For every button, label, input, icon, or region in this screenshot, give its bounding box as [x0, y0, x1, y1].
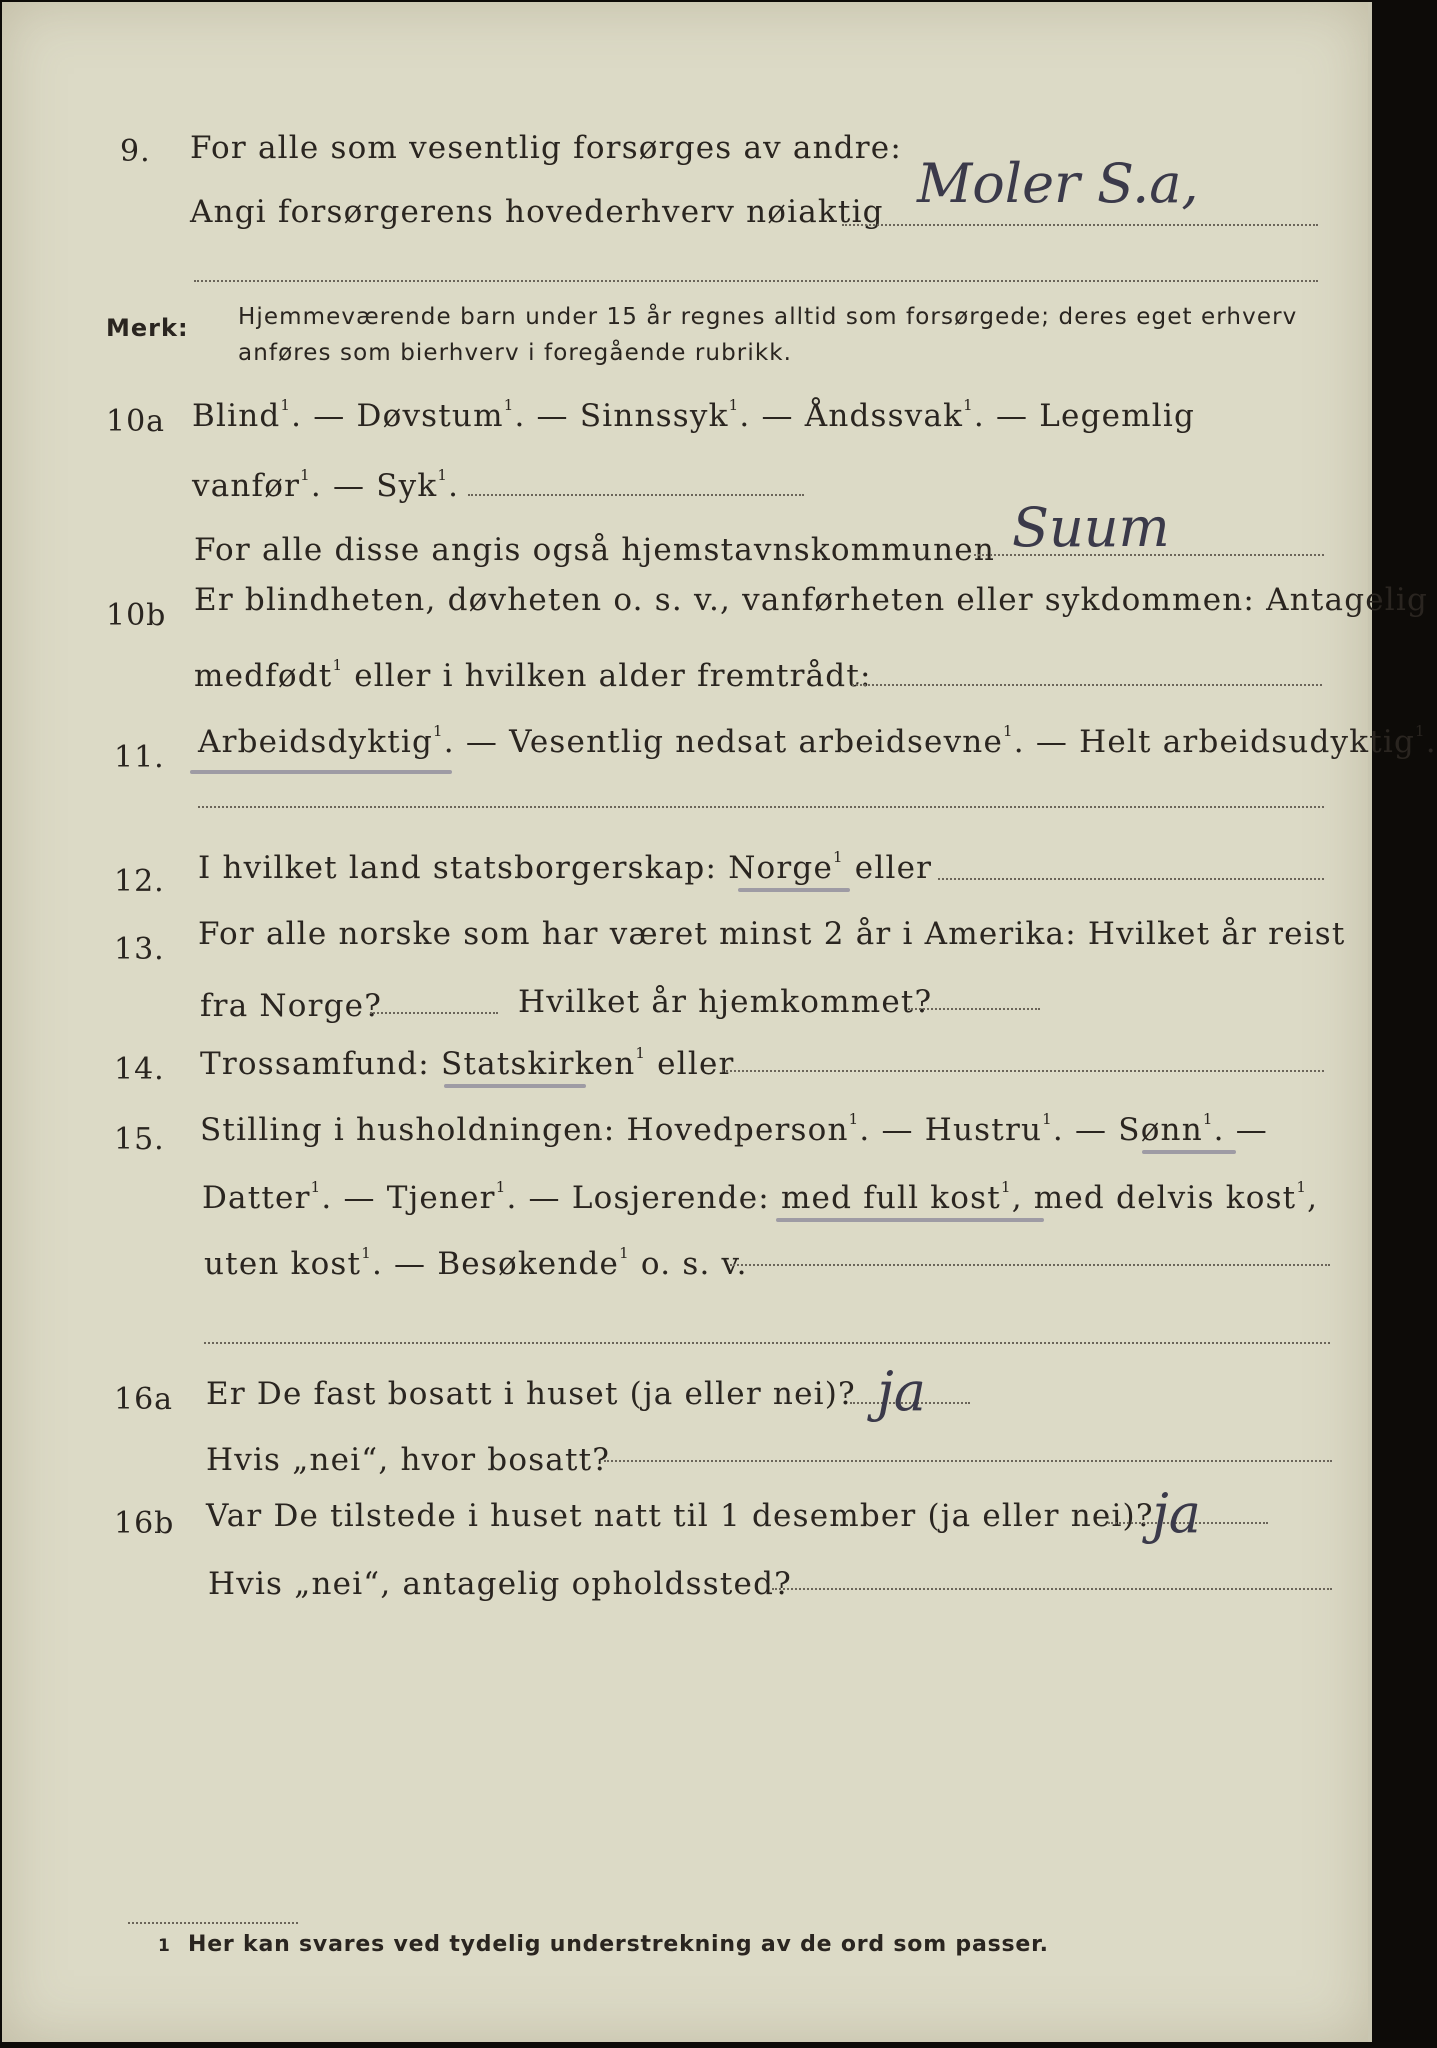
- q10a-line2: vanfør$^1$. — Syk$^1$.: [192, 466, 460, 504]
- q13-number: 13.: [114, 932, 165, 967]
- q10b-line1: Er blindheten, døvheten o. s. v., vanførheten eller sykdommen: Antagelig: [194, 582, 1429, 618]
- q16a-line2: Hvis „nei“, hvor bosatt?: [206, 1442, 611, 1478]
- q12-underline-norge: [738, 888, 850, 892]
- q10b-answer-line[interactable]: [852, 684, 1322, 686]
- q10b-number: 10b: [106, 598, 167, 633]
- q16a-handwritten-answer: ja: [877, 1360, 926, 1423]
- q13-line2b: Hvilket år hjemkommet?: [518, 984, 933, 1020]
- q12-line: I hvilket land statsborgerskap: Norge$^1$ eller: [198, 848, 933, 886]
- merk-line2: anføres som bierhverv i foregående rubrikk.: [238, 340, 793, 366]
- q15-number: 15.: [114, 1122, 165, 1157]
- q10a-line1: Blind$^1$. — Døvstum$^1$. — Sinnssyk$^1$. — Åndssvak$^1$. — Legemlig: [192, 396, 1196, 434]
- q15-extra-line[interactable]: [204, 1342, 1330, 1344]
- footnote-rule: [128, 1922, 298, 1924]
- q15-answer-line[interactable]: [730, 1264, 1330, 1266]
- q12-number: 12.: [114, 864, 165, 899]
- q12-answer-line[interactable]: [938, 878, 1324, 880]
- q14-answer-line[interactable]: [722, 1070, 1324, 1072]
- q9-extra-line[interactable]: [194, 280, 1318, 282]
- footnote-text: Her kan svares ved tydelig understrekning av de ord som passer.: [188, 1932, 1049, 1957]
- q15-line1: Stilling i husholdningen: Hovedperson$^1$. — Hustru$^1$. — Sønn$^1$. —: [200, 1110, 1268, 1148]
- q16a-number: 16a: [114, 1382, 174, 1417]
- q11-extra-line[interactable]: [198, 806, 1324, 808]
- q10a-line3: For alle disse angis også hjemstavnskommunen: [194, 532, 995, 568]
- q13-departure-line[interactable]: [370, 1012, 498, 1014]
- q16b-line2: Hvis „nei“, antagelig opholdssted?: [208, 1566, 792, 1602]
- q13-line2a: fra Norge?: [200, 988, 383, 1024]
- q9-line1: For alle som vesentlig forsørges av andre:: [190, 130, 902, 166]
- q9-line2: Angi forsørgerens hovederhverv nøiaktig: [190, 194, 884, 230]
- q15-underline-full-kost: [776, 1218, 1044, 1222]
- q13-line1: For alle norske som har været minst 2 år i Amerika: Hvilket år reist: [198, 916, 1346, 952]
- q9-number: 9.: [120, 134, 151, 169]
- q15-line3: uten kost$^1$. — Besøkende$^1$ o. s. v.: [204, 1244, 748, 1282]
- q9-answer-line[interactable]: [842, 224, 1318, 226]
- q16a-line1: Er De fast bosatt i huset (ja eller nei)?: [206, 1376, 856, 1412]
- footnote-mark: 1: [158, 1936, 171, 1956]
- q16b-number: 16b: [114, 1506, 175, 1541]
- q16a-residence-line[interactable]: [604, 1460, 1332, 1462]
- q16b-location-line[interactable]: [772, 1588, 1332, 1590]
- q11-number: 11.: [114, 740, 165, 775]
- q14-underline-statskirken: [444, 1084, 586, 1088]
- q15-underline-sonn: [1142, 1150, 1236, 1154]
- q16b-handwritten-answer: ja: [1152, 1482, 1201, 1545]
- q10a-number: 10a: [106, 404, 166, 439]
- q10b-line2: medfødt$^1$ eller i hvilken alder fremtrådt:: [194, 656, 872, 694]
- q11-underline-arbeidsdyktig: [190, 770, 452, 774]
- q10a-line2-blank[interactable]: [468, 494, 804, 496]
- census-form-page: [2, 2, 1437, 2042]
- q9-handwritten-answer: Moler S.a,: [917, 152, 1199, 215]
- q11-line: Arbeidsdyktig$^1$. — Vesentlig nedsat arbeidsevne$^1$. — Helt arbeidsudyktig$^1$.: [198, 722, 1437, 760]
- q15-line2: Datter$^1$. — Tjener$^1$. — Losjerende: med full kost$^1$, med delvis kost$^1$,: [202, 1178, 1319, 1216]
- q14-number: 14.: [114, 1052, 165, 1087]
- q16b-line1: Var De tilstede i huset natt til 1 desember (ja eller nei)?: [206, 1498, 1154, 1534]
- merk-line1: Hjemmeværende barn under 15 år regnes alltid som forsørgede; deres eget erhverv: [238, 304, 1298, 330]
- q10a-handwritten-answer: Suum: [1012, 496, 1170, 559]
- merk-label: Merk:: [106, 314, 189, 342]
- q14-line: Trossamfund: Statskirken$^1$ eller: [200, 1044, 735, 1082]
- q13-return-line[interactable]: [908, 1008, 1040, 1010]
